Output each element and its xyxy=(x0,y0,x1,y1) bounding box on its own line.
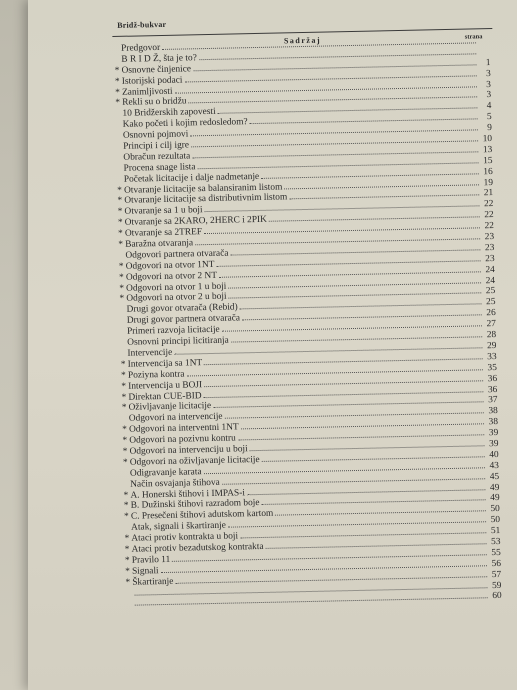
toc-page-number: 25 xyxy=(486,297,496,308)
toc-bullet: * xyxy=(120,370,126,381)
toc-bullet: * xyxy=(114,76,120,87)
toc-entry-title: Rekli su o bridžu xyxy=(122,96,187,109)
toc-entry-title: Principi i cilj igre xyxy=(123,140,190,152)
toc-bullet: * xyxy=(122,457,128,468)
toc-page-number: 50 xyxy=(490,515,501,526)
toc-page-number: 36 xyxy=(487,384,498,395)
toc-page-number: 26 xyxy=(486,308,496,319)
toc-entry-title: Otvaranje sa 2TREF xyxy=(124,227,203,239)
toc-bullet: * xyxy=(121,381,127,392)
toc-entry-title: Početak licitacije i dalje nadmetanje xyxy=(123,171,260,185)
toc-entry-title: Odgovori na intervencije xyxy=(128,412,223,425)
toc-page-number: 45 xyxy=(489,471,500,482)
toc-bullet: * xyxy=(120,359,126,370)
toc-page-number: 39 xyxy=(488,438,499,450)
toc-page-number: 15 xyxy=(483,155,493,167)
toc-page-number: 23 xyxy=(485,253,495,265)
toc-entry-title: Pravilo 11 xyxy=(131,554,171,566)
toc-entry-title: Obračun rezultata xyxy=(123,151,191,163)
toc-entry-title: Procena snage lista xyxy=(123,162,196,174)
toc-page-number: 19 xyxy=(483,177,494,188)
toc-page-number: 5 xyxy=(486,112,492,123)
toc-entry-title: Ataci protiv bezadutskog kontrakta xyxy=(131,541,264,555)
toc-entry-title: Intervencija u BOJI xyxy=(128,379,203,392)
toc-page-number: 23 xyxy=(484,232,495,243)
toc-entry-title: B R I D Ž, šta je to? xyxy=(121,53,197,65)
toc-entry-title: Odgovori na oživljavanje licitacije xyxy=(129,454,260,468)
toc-entry-title: Odgovori partnera otvarača xyxy=(125,248,229,261)
toc-bullet: * xyxy=(122,446,128,457)
toc-bullet: * xyxy=(124,533,130,544)
toc-entry-title: Zanimljivosti xyxy=(121,86,173,98)
toc-entry-title: Otvaranje licitacije sa distributivnim listom xyxy=(124,192,288,207)
toc-page-number: 16 xyxy=(483,166,493,177)
toc-entry-title: B. Dužinski štihovi razradom boje xyxy=(130,498,260,512)
toc-bullet: * xyxy=(117,218,123,229)
toc-entry-title: Ataci protiv kontrakta u boji xyxy=(131,531,239,544)
toc-bullet: * xyxy=(119,283,125,294)
section-title: Sadržaj xyxy=(283,35,322,46)
toc-entry-title: Osnovni principi licitiranja xyxy=(127,335,229,348)
toc-entry-title: Atak, signali i škartiranje xyxy=(131,520,227,533)
toc-page-number: 22 xyxy=(483,199,494,210)
book-title: Bridž-bukvar xyxy=(117,19,167,30)
toc-entry-title: Intervencije xyxy=(127,347,173,359)
toc-page-number: 50 xyxy=(490,504,500,515)
toc-page-number: 49 xyxy=(489,482,500,493)
toc-entry-title: Drugi govor partnera otvarača xyxy=(126,313,241,327)
toc-page-number: 24 xyxy=(485,275,496,286)
toc-page-number: 55 xyxy=(491,547,501,559)
toc-entry-title: Signali xyxy=(131,565,159,577)
toc-page-number: 39 xyxy=(488,428,499,439)
toc-bullet: * xyxy=(123,501,129,512)
toc-page-number: 22 xyxy=(484,221,495,232)
toc-bullet: * xyxy=(121,403,127,414)
toc-entry-title: Osnovne činjenice xyxy=(121,64,192,76)
toc-entry-title: Otvaranje licitacije sa balansiranim listom xyxy=(123,182,283,196)
toc-entry-title: Odgovori na interventni 1NT xyxy=(128,422,239,435)
toc-bullet: * xyxy=(121,392,127,403)
toc-page-number: 38 xyxy=(488,406,498,417)
toc-bullet: * xyxy=(125,577,131,588)
toc-bullet: * xyxy=(118,272,124,283)
toc-page-number: 57 xyxy=(491,569,502,580)
toc-entry-title: Kako početi i kojim redosledom? xyxy=(122,117,248,131)
toc-bullet: * xyxy=(117,207,123,218)
toc-page-number: 3 xyxy=(485,68,491,79)
toc-page-number: 28 xyxy=(486,330,497,341)
toc-entry-title: Odigravanje karata xyxy=(129,466,202,479)
dot-leader xyxy=(289,195,479,200)
toc-page-number: 27 xyxy=(486,319,497,330)
toc-entry-title: Škartiranje xyxy=(132,576,174,588)
toc-page-number: 22 xyxy=(484,210,494,221)
toc-page-number: 59 xyxy=(491,580,502,591)
toc-entry-title: 10 Bridžerskih zapovesti xyxy=(122,107,216,120)
toc-entry-title: Odgovori na otvor 2 u boji xyxy=(126,292,227,305)
toc-entry-title: C. Presečeni štihovi adutskom kartom xyxy=(130,509,274,523)
toc-entry-title: A. Honerski štihovi i IMPAS-i xyxy=(130,487,246,501)
toc-page-number: 3 xyxy=(486,79,492,90)
toc-entry-title: Intervencija sa 1NT xyxy=(127,358,203,370)
toc-page-number: 4 xyxy=(486,101,492,112)
toc-page-number: 10 xyxy=(482,134,493,145)
toc-entry-title: Odgovori na intervenciju u boji xyxy=(129,444,248,457)
toc-page-number: 33 xyxy=(487,351,497,363)
toc-bullet: * xyxy=(122,435,128,446)
toc-page-number: 23 xyxy=(484,242,495,254)
toc-entry-title: Oživljavanje licitacije xyxy=(128,401,212,414)
toc-bullet: * xyxy=(115,87,120,98)
toc-page-number: 37 xyxy=(488,395,498,406)
toc-page-number: 25 xyxy=(485,286,496,297)
toc-entry-title: Odgovori na pozivnu kontru xyxy=(129,433,236,446)
toc-entry-title: Odgovori na otvor 1NT xyxy=(125,259,215,272)
toc-entry-title: Poziyna kontra xyxy=(127,369,185,381)
toc-bullet: * xyxy=(119,294,125,305)
toc-entry-title: Baražna otvaranja xyxy=(125,238,194,250)
toc-bullet: * xyxy=(124,544,130,555)
toc-page-number: 21 xyxy=(483,188,494,199)
toc-bullet: * xyxy=(114,65,120,76)
toc-page-number: 35 xyxy=(487,362,497,373)
toc-bullet: * xyxy=(115,98,121,109)
toc-bullet: * xyxy=(117,196,123,207)
table-of-contents xyxy=(112,36,502,610)
toc-page-number: 38 xyxy=(488,417,499,428)
toc-page-number: 13 xyxy=(482,144,493,156)
toc-entry-title: Odgovori na otvor 1 u boji xyxy=(126,281,227,294)
toc-page-number: 36 xyxy=(487,373,498,384)
toc-page-number: 3 xyxy=(486,90,492,101)
toc-entry-title: Osnovni pojmovi xyxy=(122,129,189,141)
toc-bullet: * xyxy=(123,512,129,523)
toc-page-number: 1 xyxy=(485,57,491,68)
toc-page-number: 56 xyxy=(491,558,502,569)
toc-page-number: 24 xyxy=(485,264,495,275)
toc-bullet: * xyxy=(118,261,124,272)
toc-entry-title: Otvaranje sa 2KARO, 2HERC i 2PIK xyxy=(124,215,268,229)
toc-bullet: * xyxy=(123,490,129,501)
toc-page-number: 60 xyxy=(492,591,502,602)
toc-bullet: * xyxy=(118,228,123,240)
dot-leader xyxy=(284,184,479,189)
toc-entry-title: Direktan CUE-BID xyxy=(128,390,202,403)
toc-page-number: 43 xyxy=(489,460,500,471)
toc-entry-title: Predgovor xyxy=(120,42,161,54)
toc-entry-title: Istorijski podaci xyxy=(121,75,183,87)
toc-page-number: 49 xyxy=(490,493,500,504)
toc-page-number: 29 xyxy=(486,340,497,352)
toc-entry-title: Odgovori na otvor 2 NT xyxy=(125,270,218,283)
toc-entry-title: Primeri razvoja licitacije xyxy=(126,324,220,337)
toc-entry-title: Drugi govor otvarača (Rebid) xyxy=(126,302,238,316)
toc-entry-title: Način osvajanja štihova xyxy=(130,477,220,490)
toc-bullet: * xyxy=(124,555,130,566)
toc-bullet: * xyxy=(117,185,123,196)
toc-entry-title: Otvaranje sa 1 u boji xyxy=(124,205,203,218)
toc-page-number: 53 xyxy=(491,536,501,548)
toc-page-number: 9 xyxy=(487,123,492,134)
page-column-label: strana xyxy=(464,33,483,41)
toc-bullet: * xyxy=(118,239,124,250)
toc-bullet: * xyxy=(125,566,130,577)
toc-bullet: * xyxy=(122,424,128,436)
toc-page-number: 51 xyxy=(490,526,501,537)
toc-page-number: 40 xyxy=(489,449,499,461)
